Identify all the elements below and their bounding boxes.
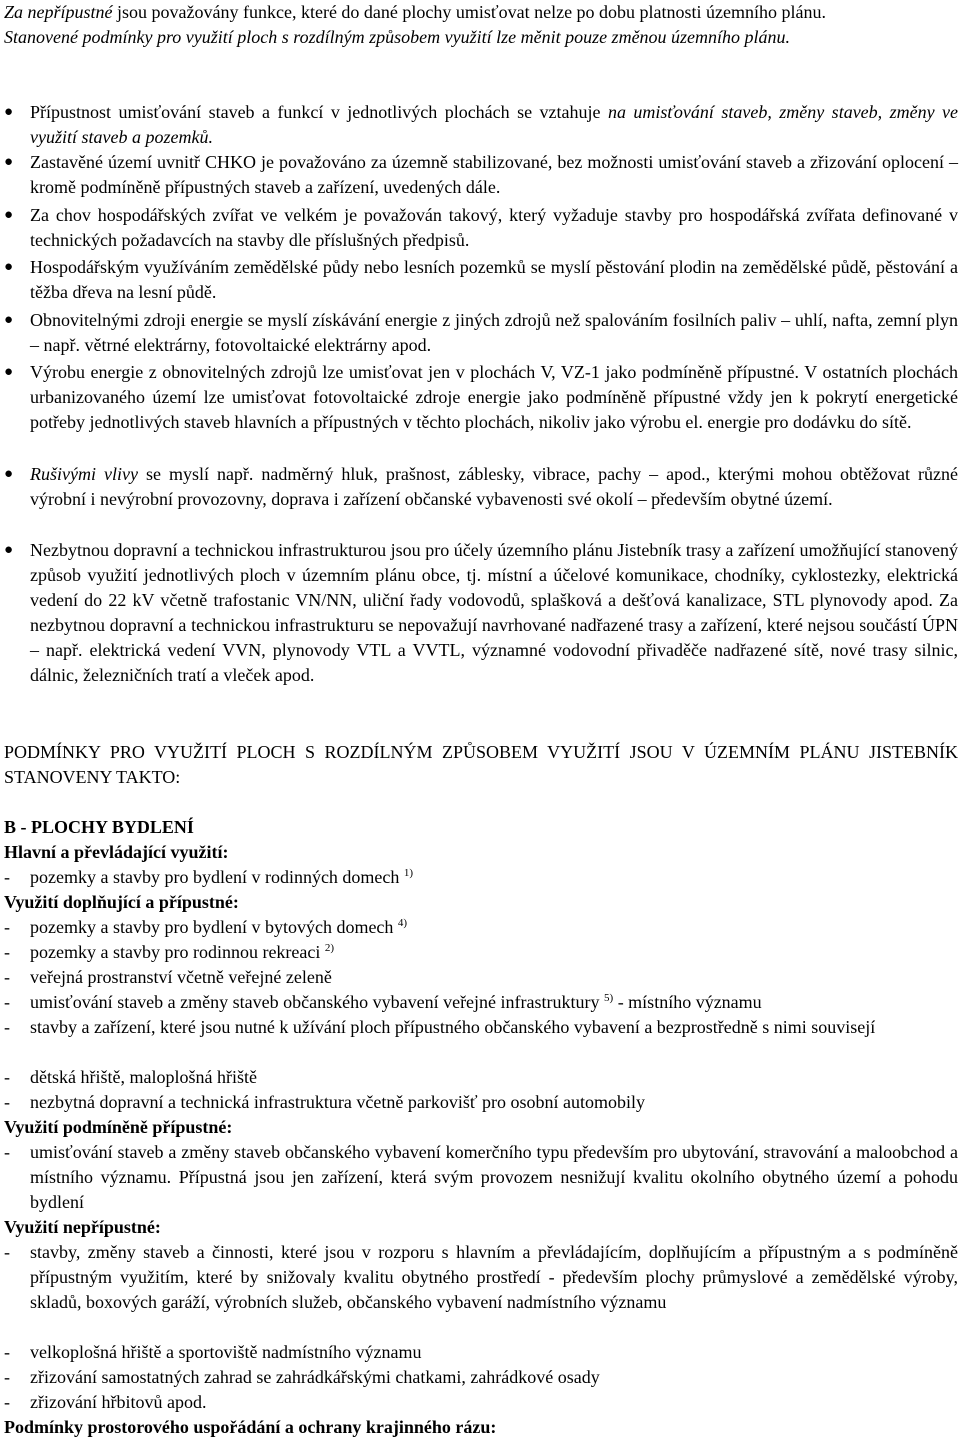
conditional-heading: Využití podmíněně přípustné: xyxy=(4,1117,233,1137)
bullet-item: ● Zastavěné území uvnitř CHKO je považováno za územně stabilizované, bez možnosti umisťování staveb a zřizování oplocení – kromě podmíněně přípustných staveb a zařízení, uvedených dále. xyxy=(4,152,958,197)
conditions-heading: PODMÍNKY PRO VYUŽITÍ PLOCH S ROZDÍLNÝM ZPŮSOBEM VYUŽITÍ JSOU V ÚZEMNÍM PLÁNU JISTEBNÍK STANOVENY TAKTO: xyxy=(4,742,958,787)
prohibited-item: - stavby, změny staveb a činnosti, které jsou v rozporu s hlavním a převládajícím, doplňujícím a přípustným a s podmíněně přípustným využitím, které by snižovaly kvalitu obytného prostředí - především plochy průmyslové a zemědělské výroby, skladů, boxových garáží, výrobních služeb, občanského vybavení nadmístního významu xyxy=(4,1242,958,1312)
supplementary-item: - umisťování staveb a změny staveb občanského vybavení veřejné infrastruktury $^{5)}$ - místního významu xyxy=(4,992,762,1012)
bullet-dot: ● xyxy=(4,207,14,223)
bullet-dot: ● xyxy=(4,364,14,380)
intro-paragraph xyxy=(4,0,958,50)
supplementary-item: - pozemky a stavby pro rodinnou rekreaci $^{2)}$ xyxy=(4,942,335,962)
conditional-item: - umisťování staveb a změny staveb občanského vybavení komerčního typu především pro ubytování, stravování a maloobchod a místního významu. Přípustná jsou jen zařízení, která svým provozem nesnižují kvalitu okolního obytného území a pohodu bydlení xyxy=(4,1142,958,1212)
spatial-arrangement-heading: Podmínky prostorového uspořádání a ochrany krajinného rázu: xyxy=(4,1417,497,1437)
supplementary-item: - nezbytná dopravní a technická infrastruktura včetně parkovišť pro osobní automobily xyxy=(4,1092,646,1112)
bullet-dot: ● xyxy=(4,312,14,328)
prohibited-item: - zřizování samostatných zahrad se zahrádkářskými chatkami, zahrádkové osady xyxy=(4,1367,600,1387)
supplementary-item: - pozemky a stavby pro bydlení v bytových domech $^{4)}$ xyxy=(4,917,408,937)
bullet-item: ● Hospodářským využíváním zemědělské půdy nebo lesních pozemků se myslí pěstování plodin na zemědělské půdě, pěstování a těžba dřeva na lesní půdě. xyxy=(4,257,958,302)
bullet-dot: ● xyxy=(4,466,14,482)
section-title: B - PLOCHY BYDLENÍ xyxy=(4,817,194,837)
main-use-heading: Hlavní a převládající využití: xyxy=(4,842,229,862)
supplementary-item: - stavby a zařízení, které jsou nutné k užívání ploch přípustného občanského vybavení a bezprostředně s nimi souvisejí xyxy=(4,1017,876,1037)
prohibited-heading: Využití nepřípustné: xyxy=(4,1217,161,1237)
bullet-item: ● Rušivými vlivy se myslí např. nadměrný hluk, prašnost, záblesky, vibrace, pachy – apod., kterými mohou obtěžovat různé výrobní i nevýrobní provozovny, doprava i zařízení občanské vybavenosti své okolí – především obytné území. xyxy=(4,464,958,509)
intro-text: jsou považovány funkce, které do dané plochy umisťovat nelze po dobu platnosti územního plánu. xyxy=(112,2,827,22)
prohibited-item: - velkoplošná hřiště a sportoviště nadmístního významu xyxy=(4,1342,422,1362)
supplementary-heading: Využití doplňující a přípustné: xyxy=(4,892,239,912)
bullet-item: ● Obnovitelnými zdroji energie se myslí získávání energie z jiných zdrojů než spalováním fosilních paliv – uhlí, nafta, zemní plyn – např. větrné elektrárny, fotovoltaické elektrárny apod. xyxy=(4,310,958,355)
supplementary-item: - veřejná prostranství včetně veřejné zeleně xyxy=(4,967,332,987)
bullet-dot: ● xyxy=(4,104,14,120)
prohibited-item: - zřizování hřbitovů apod. xyxy=(4,1392,207,1412)
main-use-item: - pozemky a stavby pro bydlení v rodinných domech $^{1)}$ xyxy=(30,865,958,890)
bullet-item: ● Nezbytnou dopravní a technickou infrastrukturou jsou pro účely územního plánu Jistebník trasy a zařízení umožňující stanovený způsob využití jednotlivých ploch v územním plánu obce, tj. místní a účelové komunikace, chodníky, cyklostezky, elektrická vedení do 22 kV včetně trafostanic VN/NN, uliční řady vodovodů, splašková a dešťová kanalizace, STL plynovody apod. Za nezbytnou dopravní a technickou infrastrukturu se nepovažují navrhované nadřazené trasy a zařízení, které nejsou součástí ÚPN – např. elektrická vedení VVN, plynovody VTL a VVTL, významné vodovodní přivaděče nadřazené sítě, nové trasy silnic, dálnic, železničních tratí a vleček apod. xyxy=(4,540,958,685)
bullet-dot: ● xyxy=(4,154,14,170)
bullet-item: ● Za chov hospodářských zvířat ve velkém je považován takový, který vyžaduje stavby pro hospodářská zvířata definované v technických požadavcích na stavby dle příslušných předpisů. xyxy=(4,205,958,250)
bullet-dot: ● xyxy=(4,259,14,275)
bullet-item: ● Výrobu energie z obnovitelných zdrojů lze umisťovat jen v plochách V, VZ-1 jako podmíněně přípustné. V ostatních plochách urbanizovaného území lze umisťovat fotovoltaické zdroje energie jako podmíněně přípustné vždy jen k pokrytí energetické potřeby jednotlivých staveb hlavních a přípustných v těchto plochách, nikoliv jako výrobu el. energie pro dodávku do sítě. xyxy=(4,362,958,432)
supplementary-item: - dětská hřiště, maloplošná hřiště xyxy=(4,1067,257,1087)
dash-marker: - xyxy=(4,867,10,887)
bullet-item: ● Přípustnost umisťování staveb a funkcí v jednotlivých plochách se vztahuje na umisťování staveb, změny staveb, změny ve využití staveb a pozemků. xyxy=(4,102,958,147)
bullet-dot: ● xyxy=(4,542,14,558)
intro-term: Za nepřípustné xyxy=(4,2,113,22)
intro-note: Stanovené podmínky pro využití ploch s rozdílným způsobem využití lze měnit pouze změnou územního plánu. xyxy=(4,27,791,47)
